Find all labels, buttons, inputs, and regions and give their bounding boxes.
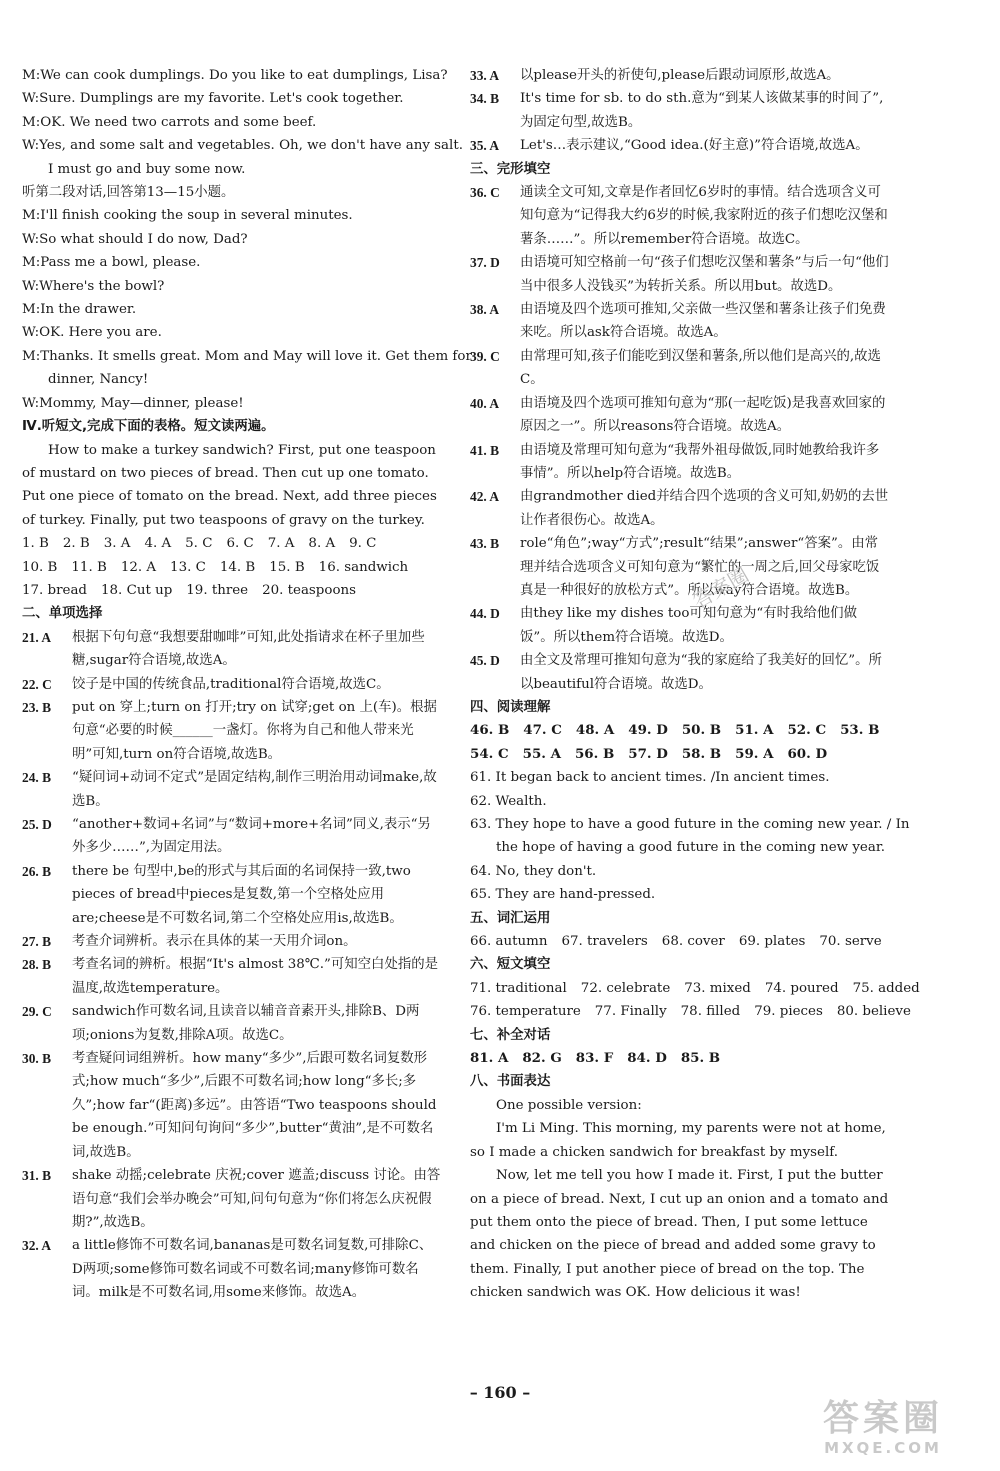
explanation-item — [470, 298, 890, 345]
answer-key-item: 60. D — [787, 745, 828, 762]
answer-key-item: 59. A — [735, 745, 774, 762]
dialogue-line: W:OK. Here you are. — [22, 325, 162, 341]
question-number: 40. A — [470, 395, 500, 411]
answer-key-item: 15. B — [269, 559, 305, 575]
answers-81-85 — [470, 1047, 890, 1070]
question-number: 23. B — [22, 699, 52, 715]
explanation-item — [22, 626, 442, 673]
answer-key-item: 53. B — [840, 722, 880, 739]
essay-paragraph-2: Now, let me tell you how I made it. First, I put the butter on a piece of bread. Next, I cut up an onion and a tomato and put them onto the piece of bread. Then, I put some lettuce and chicken on the piece of bread and added some gravy to them. Finally, I put another piece of bread on the top. The chicken sandwich was OK. How delicious it was! — [470, 1168, 889, 1301]
section-4-listening-title: Ⅳ.听短文,完成下面的表格。短文读两遍。 — [22, 419, 275, 435]
answer-key-item: 17. bread — [22, 582, 88, 598]
answer-key-item: 56. B — [574, 745, 615, 762]
answer-key-item: 58. B — [681, 745, 722, 762]
question-number: 39. C — [470, 348, 500, 364]
explanation-text: 根据下句句意“我想要甜咖啡”可知,此处指请求在杯子里加些糖,sugar符合语境,故选A。 — [72, 629, 425, 669]
answer-key-item: 8. A — [308, 536, 336, 552]
answer-key-item: 68. cover — [661, 934, 725, 950]
cloze-explanations — [470, 181, 890, 696]
explanation-item — [22, 1000, 442, 1047]
answer-key-item: 51. A — [735, 722, 774, 739]
explanation-text: 考查名词的辨析。根据“It's almost 38℃.”可知空白处指的是温度,故选temperature。 — [72, 957, 439, 996]
explanation-item — [470, 181, 890, 251]
explanation-text: a little修饰不可数名词,bananas是可数名词复数,可排除C、D两项;some修饰可数名词或不可数名词;many修饰可数名词。milk是不可数名词,用some来修饰。故选A。 — [72, 1238, 433, 1301]
dialogue-2-continuation: dinner, Nancy! — [48, 372, 149, 388]
explanation-item — [470, 485, 890, 532]
answers-46-53 — [470, 719, 890, 742]
question-number: 37. D — [470, 255, 500, 271]
question-number: 29. C — [22, 1004, 52, 1020]
section-3-title: 三、完形填空 — [470, 161, 551, 177]
explanation-text: It's time for sb. to do sth.意为“到某人该做某事的时间了”,为固定句型,故选B。 — [520, 91, 884, 130]
explanation-item — [22, 1164, 442, 1234]
question-number: 26. B — [22, 863, 52, 879]
answer-key-item: 50. B — [681, 722, 722, 739]
explanation-item — [470, 649, 890, 696]
explanation-text: 以please开头的祈使句,please后跟动词原形,故选A。 — [520, 68, 840, 83]
section-5-title: 五、词汇运用 — [470, 910, 551, 926]
answer-key-item: 46. B — [470, 722, 510, 739]
explanation-item — [470, 392, 890, 439]
question-number: 38. A — [470, 302, 500, 318]
question-number: 43. B — [470, 536, 500, 552]
explanation-text: 由语境可知空格前一句“孩子们想吃汉堡和薯条”与后一句“他们当中很多人没钱买”为转折关系。所以用but。故选D。 — [520, 255, 889, 294]
explanation-text: 考查疑问词组辨析。how many“多少”,后跟可数名词复数形式;how much“多少”,后跟不可数名词;how long“多长;多久”;how far“(距离)多远”。由答语“Two teaspoons should be enough.”可知问句询问“多少”,butter“黄油”,是不可数名词,故选B。 — [72, 1051, 437, 1160]
dialogue-line: M:Pass me a bowl, please. — [22, 255, 201, 271]
answer-63-continuation: the hope of having a good future in the coming new year. — [496, 840, 886, 856]
question-number: 24. B — [22, 770, 52, 786]
question-number: 41. B — [470, 442, 500, 458]
answer-key-item: 2. B — [62, 536, 90, 552]
section-2-title: 二、单项选择 — [22, 606, 103, 622]
question-number: 34. B — [470, 91, 500, 107]
explanation-text: Let's…表示建议,“Good idea.(好主意)”符合语境,故选A。 — [520, 138, 869, 154]
explanation-item — [22, 930, 442, 953]
answer-key-item: 85. B — [680, 1050, 721, 1067]
single-choice-explanations-cont — [470, 64, 890, 158]
explanation-text: put on 穿上;turn on 打开;try on 试穿;get on 上(车)。根据句意“必要的时候______一盏灯。你将为自己和他人带来光明”可知,turn on符合语境,故选B。 — [72, 699, 437, 762]
answers-71-75 — [470, 977, 920, 1000]
answer-62: 62. Wealth. — [470, 793, 547, 809]
answer-63: 63. They hope to have a good future in the coming new year. / In — [470, 817, 910, 832]
explanation-text: 通读全文可知,文章是作者回忆6岁时的事情。结合选项含义可知句意为“记得我大约6岁的时候,我家附近的孩子们想吃汉堡和薯条……”。所以remember符合语境。故选C。 — [520, 185, 888, 247]
answer-key-item: 77. Finally — [594, 1004, 667, 1020]
question-number: 30. B — [22, 1051, 52, 1067]
explanation-item — [22, 673, 442, 696]
answers-76-80 — [470, 1000, 911, 1023]
question-number: 35. A — [470, 138, 500, 154]
watermark-logo-text: 答案圈 — [822, 1398, 943, 1439]
section-6-title: 六、短文填空 — [470, 957, 551, 973]
answer-key-item: 73. mixed — [684, 980, 751, 996]
explanation-text: 考查介词辨析。表示在具体的某一天用介词on。 — [72, 934, 357, 950]
dialogue-2-intro: 听第二段对话,回答第13—15小题。 — [22, 185, 235, 201]
explanation-text: 由语境及四个选项可推知句意为“那(一起吃饭)是我喜欢回家的原因之一”。所以reasons符合语境。故选A。 — [520, 395, 886, 435]
dialogue-line: M:OK. We need two carrots and some beef. — [22, 114, 317, 130]
answer-key-item: 1. B — [22, 536, 49, 552]
left-column — [22, 64, 472, 1305]
question-number: 28. B — [22, 957, 52, 973]
explanation-item — [470, 345, 890, 392]
dialogue-2 — [22, 204, 472, 368]
explanation-item — [470, 64, 890, 87]
dialogue-line: M:Thanks. It smells great. Mom and May will love it. Get them for — [22, 348, 472, 364]
explanation-item — [22, 766, 442, 813]
answers-17-20 — [22, 579, 442, 602]
explanation-text: 由全文及常理可推知句意为“我的家庭给了我美好的回忆”。所以beautiful符合语境。故选D。 — [520, 653, 882, 692]
answer-key-item: 78. filled — [680, 1004, 741, 1020]
question-number: 45. D — [470, 653, 500, 669]
answer-key-item: 49. D — [628, 722, 668, 739]
explanation-item — [470, 532, 890, 602]
section-7-title: 七、补全对话 — [470, 1027, 551, 1043]
question-number: 22. C — [22, 676, 52, 692]
dialogue-line: M:I'll finish cooking the soup in several minutes. — [22, 208, 353, 224]
answer-key-item: 5. C — [185, 536, 213, 552]
answer-64: 64. No, they don't. — [470, 863, 597, 879]
answer-key-item: 6. C — [226, 536, 254, 552]
explanation-text: sandwich作可数名词,且读音以辅音音素开头,排除B、D两项;onions为复数,排除A项。故选C。 — [72, 1004, 420, 1043]
answer-key-item: 80. believe — [836, 1004, 911, 1020]
answer-key-item: 82. G — [522, 1050, 562, 1067]
answer-key-item: 14. B — [219, 559, 256, 575]
question-number: 27. B — [22, 934, 52, 950]
dialogue-1-continuation: I must go and buy some now. — [48, 161, 246, 177]
explanation-text: role“角色”;way“方式”;result“结果”;answer“答案”。由常理并结合选项含义可知句意为“繁忙的一周之后,回父母家吃饭真是一种很好的放松方式”。所以way符合语境。故选B。 — [520, 536, 880, 598]
answer-key-item: 12. A — [120, 559, 157, 575]
right-column — [470, 64, 920, 1305]
page-number: – 160 – — [469, 1383, 531, 1402]
answers-54-60 — [470, 743, 890, 766]
explanation-item — [470, 87, 890, 134]
answer-key-item: 52. C — [787, 722, 827, 739]
single-choice-explanations — [22, 626, 442, 1305]
dialogue-2-end: W:Mommy, May—dinner, please! — [22, 395, 244, 411]
explanation-text: “疑问词+动词不定式”是固定结构,制作三明治用动词make,故选B。 — [72, 770, 437, 809]
answer-key-item: 4. A — [144, 536, 172, 552]
explanation-text: 饺子是中国的传统食品,traditional符合语境,故选C。 — [72, 676, 390, 692]
explanation-text: 由语境及常理可知句意为“我帮外祖母做饭,同时她教给我许多事情”。所以help符合语境。故选B。 — [520, 442, 880, 481]
explanation-item — [470, 439, 890, 486]
answer-key-item: 57. D — [628, 745, 668, 762]
answer-key-item: 76. temperature — [470, 1004, 581, 1020]
answers-66-70 — [470, 930, 890, 953]
question-number: 44. D — [470, 606, 500, 622]
explanation-item — [22, 1047, 442, 1164]
answer-key-item: 69. plates — [738, 934, 806, 950]
answer-key-item: 66. autumn — [470, 934, 548, 950]
answer-key-item: 55. A — [522, 745, 561, 762]
answer-key-item: 54. C — [470, 745, 509, 762]
dialogue-line: W:Sure. Dumplings are my favorite. Let's cook together. — [22, 91, 404, 107]
answer-key-item: 3. A — [103, 536, 131, 552]
explanation-text: there be 句型中,be的形式与其后面的名词保持一致,two pieces of bread中pieces是复数,第一个空格处应用are;cheese是不可数名词,第二个空格处应用is,故选B。 — [72, 863, 411, 926]
answers-10-16 — [22, 556, 442, 579]
explanation-text: “another+数词+名词”与“数词+more+名词”同义,表示“另外多少……”,为固定用法。 — [72, 817, 431, 856]
explanation-text: 由常理可知,孩子们能吃到汉堡和薯条,所以他们是高兴的,故选C。 — [520, 348, 881, 388]
explanation-text: 由they like my dishes too可知句意为“有时我给他们做饭”。所以them符合语境。故选D。 — [520, 606, 857, 645]
explanation-item — [22, 953, 442, 1000]
section-4-reading-title: 四、阅读理解 — [470, 699, 551, 715]
answer-key-item: 79. pieces — [754, 1004, 823, 1020]
question-number: 31. B — [22, 1168, 52, 1184]
explanation-item — [22, 860, 442, 930]
explanation-item — [470, 251, 890, 298]
explanation-item — [22, 813, 442, 860]
answer-key-item: 20. teaspoons — [262, 582, 356, 598]
dialogue-line: W:So what should I do now, Dad? — [22, 231, 248, 247]
essay-intro: One possible version: — [496, 1097, 642, 1113]
dialogue-line: M:In the drawer. — [22, 302, 137, 318]
answer-61: 61. It began back to ancient times. /In ancient times. — [470, 770, 830, 786]
listening-passage: How to make a turkey sandwich? First, put one teaspoon of mustard on two pieces of bread. Then cut up one tomato. Put one piece of tomato on the bread. Next, add three pieces of turkey. Finally, put two teaspoons of gravy on the turkey. — [22, 442, 437, 528]
answer-key-item: 16. sandwich — [318, 559, 409, 575]
explanation-text: 由grandmother died并结合四个选项的含义可知,奶奶的去世让作者很伤心。故选A。 — [520, 489, 889, 528]
explanation-item — [470, 602, 890, 649]
answer-key-item: 71. traditional — [470, 980, 567, 996]
watermark-logo-url: MXQE.COM — [824, 1439, 942, 1457]
watermark-stamp: 答案圈 — [688, 562, 753, 614]
explanation-text: shake 动摇;celebrate 庆祝;cover 遮盖;discuss 讨论。由答语句意“我们会举办晚会”可知,问句句意为“你们将怎么庆祝假期?”,故选B。 — [72, 1168, 441, 1230]
answer-key-item: 48. A — [575, 722, 615, 739]
question-number: 25. D — [22, 817, 52, 832]
explanation-text: 由语境及四个选项可推知,父亲做一些汉堡和薯条让孩子们免费来吃。所以ask符合语境。故选A。 — [520, 302, 886, 341]
dialogue-1 — [22, 64, 463, 158]
dialogue-line: W:Where's the bowl? — [22, 278, 165, 294]
answer-65: 65. They are hand-pressed. — [470, 887, 656, 903]
answer-key-item: 7. A — [267, 536, 295, 552]
dialogue-line: M:We can cook dumplings. Do you like to eat dumplings, Lisa? — [22, 68, 448, 83]
explanation-item — [22, 1234, 442, 1304]
watermark-logo — [788, 1399, 978, 1461]
answer-key-item: 70. serve — [819, 934, 882, 950]
answers-1-9 — [22, 532, 442, 555]
answer-key-item: 11. B — [71, 559, 107, 575]
answer-key-item: 72. celebrate — [580, 980, 671, 996]
answer-key-item: 67. travelers — [561, 934, 648, 950]
answer-key-item: 47. C — [523, 722, 562, 739]
answer-key-item: 84. D — [627, 1050, 667, 1067]
explanation-item — [22, 696, 442, 766]
dialogue-line: W:Yes, and some salt and vegetables. Oh, we don't have any salt. — [22, 138, 463, 154]
answer-key-item: 81. A — [470, 1050, 509, 1067]
answer-key-item: 13. C — [170, 559, 206, 575]
question-number: 36. C — [470, 185, 500, 201]
answer-key-item: 75. added — [852, 980, 920, 996]
answer-key-item: 83. F — [575, 1050, 614, 1067]
question-number: 21. A — [22, 629, 52, 645]
answer-key-item: 10. B — [22, 559, 58, 575]
essay-paragraph-1: I'm Li Ming. This morning, my parents were not at home, so I made a chicken sandwich for breakfast by myself. — [470, 1121, 886, 1160]
question-number: 33. A — [470, 68, 500, 83]
question-number: 42. A — [470, 489, 500, 505]
answer-key-item: 9. C — [349, 536, 377, 552]
answer-key-item: 74. poured — [764, 980, 839, 996]
explanation-item — [470, 134, 890, 157]
answer-key-item: 18. Cut up — [101, 582, 173, 598]
answer-key-item: 19. three — [186, 582, 249, 598]
section-8-title: 八、书面表达 — [470, 1074, 551, 1090]
question-number: 32. A — [22, 1238, 52, 1254]
